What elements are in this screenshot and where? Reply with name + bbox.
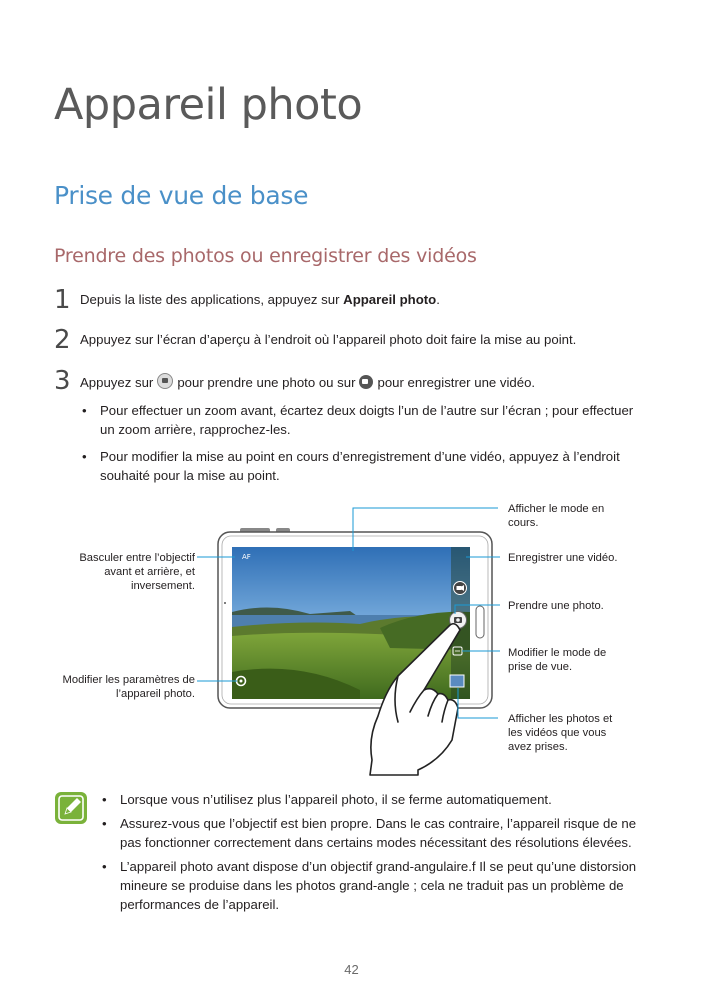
mode-indicator <box>242 553 251 561</box>
callout-record-video: Enregistrer une vidéo. <box>508 552 618 564</box>
callout-switch-lens: Basculer entre l’objectif avant et arrière, et inversement. <box>79 552 195 592</box>
step-text: Appuyez sur pour prendre une photo ou sur pour enregistrer une vidéo. <box>80 375 536 390</box>
app-name-bold: Appareil photo <box>343 292 437 307</box>
bullet-glyph: • <box>82 449 87 464</box>
bullet-text: Pour effectuer un zoom avant, écartez deux doigts l’un de l’autre sur l’écran ; pour effectuer un zoom arrière, rapprochez-les. <box>100 403 634 437</box>
subsection-heading: Prendre des photos ou enregistrer des vidéos <box>54 245 477 267</box>
notes-list <box>102 790 650 919</box>
callout-mode-current: Afficher le mode en cours. <box>508 503 605 529</box>
list-item <box>102 857 650 914</box>
camera-preview-screen <box>232 547 470 699</box>
step-number: 2 <box>54 325 71 355</box>
list-item <box>102 814 650 852</box>
svg-text:AF: AF <box>242 553 251 561</box>
step-text: Appuyez sur l’écran d’aperçu à l’endroit où l’appareil photo doit faire la mise au point. <box>80 332 577 347</box>
bullet-glyph: • <box>102 816 107 831</box>
bullet-glyph: • <box>102 792 107 807</box>
note-text: Assurez-vous que l’objectif est bien propre. Dans le cas contraire, l’appareil risque de ne pas fonctionner correctement dans certains modes nécessitant des résolutions élevées. <box>120 816 637 850</box>
callout-settings: Modifier les paramètres de l’appareil photo. <box>62 674 195 700</box>
page-title: Appareil photo <box>54 80 363 130</box>
bullet-glyph: • <box>82 403 87 418</box>
bullet-text: Pour modifier la mise au point en cours d’enregistrement d’une vidéo, appuyez à l’endroit souhaité pour la mise au point. <box>100 449 620 483</box>
step-number: 3 <box>54 366 71 396</box>
front-camera-dot <box>224 602 226 604</box>
callout-change-mode: Modifier le mode de prise de vue. <box>508 647 607 673</box>
page-number: 42 <box>344 962 359 977</box>
callout-take-photo: Prendre une photo. <box>508 600 604 612</box>
video-record-icon <box>454 582 467 595</box>
list-item <box>102 790 650 809</box>
note-text: Lorsque vous n’utilisez plus l’appareil photo, il se ferme automatiquement. <box>120 792 552 807</box>
gallery-thumbnail <box>450 675 464 687</box>
section-heading: Prise de vue de base <box>54 181 309 210</box>
note-pencil-icon <box>54 791 88 825</box>
note-text: L’appareil photo avant dispose d’un objectif grand-angulaire.f Il se peut qu’une distorsion mineure se produise dans les photos grand-angle ; cela ne traduit pas un problème de performances de l’appareil. <box>120 859 637 912</box>
bullet-glyph: • <box>102 859 107 874</box>
step-number: 1 <box>54 285 71 315</box>
step-text: Depuis la liste des applications, appuyez sur Appareil photo. <box>80 292 440 307</box>
callout-view-gallery: Afficher les photos et les vidéos que vous avez prises. <box>508 713 613 753</box>
home-button <box>476 606 484 638</box>
